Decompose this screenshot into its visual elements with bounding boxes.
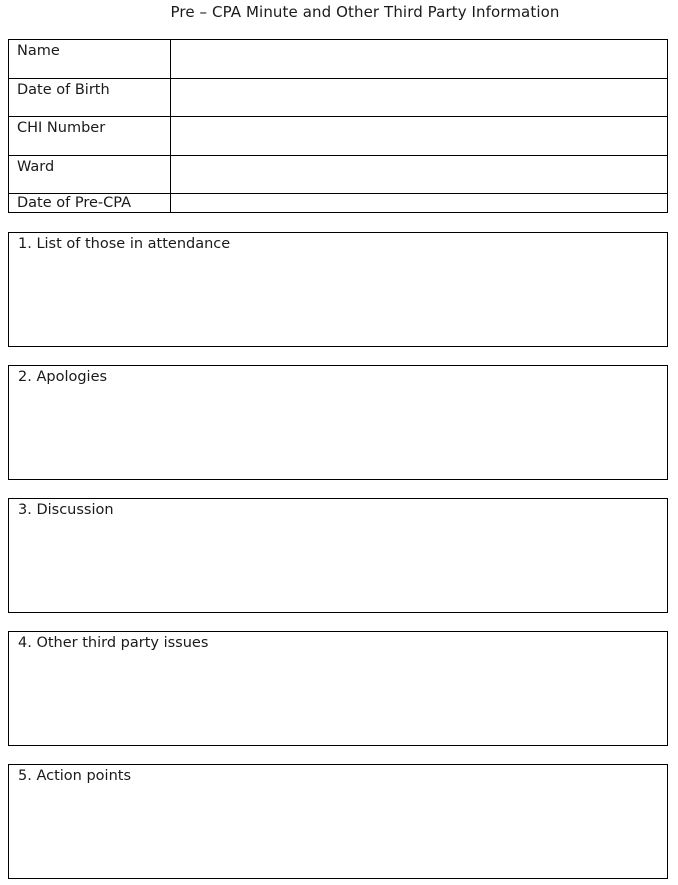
apologies-section-label: 2. Apologies [18,369,108,385]
date-of-pre-cpa-field[interactable] [171,194,667,212]
apologies-section [8,365,668,480]
discussion-section-label: 3. Discussion [18,502,114,518]
date-of-birth-field[interactable] [171,79,667,116]
discussion-section [8,498,668,613]
attendance-section [8,232,668,347]
chi-number-field[interactable] [171,117,667,155]
action-points-section-content[interactable] [9,787,667,878]
apologies-section-content[interactable] [9,388,667,479]
date-of-birth-row [9,79,667,117]
name-label: Name [9,40,171,78]
third-party-issues-section-content[interactable] [9,654,667,745]
name-field[interactable] [171,40,667,78]
ward-field[interactable] [171,156,667,193]
patient-details-table [8,39,668,213]
ward-label: Ward [9,156,171,193]
date-of-pre-cpa-label: Date of Pre-CPA [9,194,171,212]
discussion-section-content[interactable] [9,521,667,612]
name-row [9,40,667,79]
action-points-section-label: 5. Action points [18,768,131,784]
chi-number-row [9,117,667,156]
action-points-section [8,764,668,879]
ward-row [9,156,667,194]
third-party-issues-section-label: 4. Other third party issues [18,635,209,651]
form-title: Pre – CPA Minute and Other Third Party Information [170,3,560,21]
date-of-pre-cpa-row [9,194,667,212]
date-of-birth-label: Date of Birth [9,79,171,116]
third-party-issues-section [8,631,668,746]
attendance-section-content[interactable] [9,255,667,346]
chi-number-label: CHI Number [9,117,171,155]
attendance-section-label: 1. List of those in attendance [18,236,231,252]
